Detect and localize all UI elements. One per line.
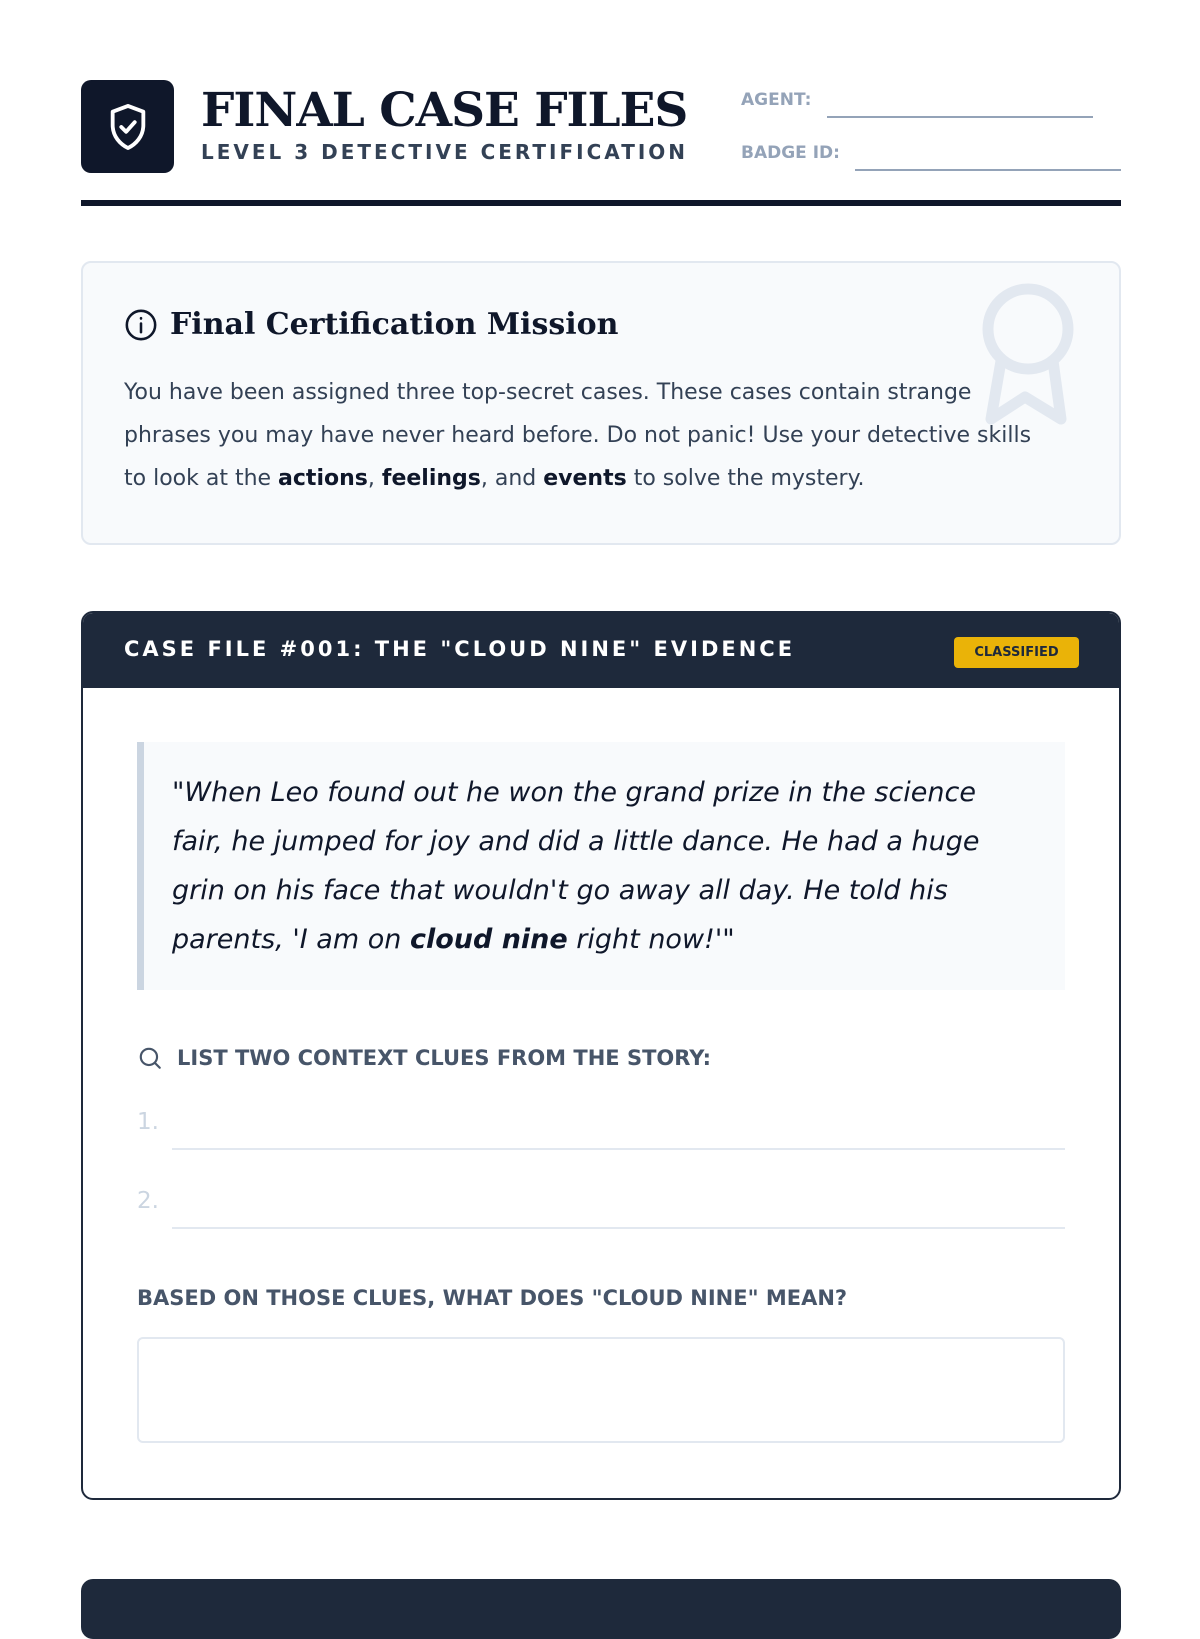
- worksheet-header: [81, 80, 1121, 206]
- clue-answer-line-2[interactable]: [172, 1227, 1065, 1229]
- case-quote: "When Leo found out he won the grand prize in the science fair, he jumped for joy and did a little dance. He had a huge grin on his face that wouldn't go away all day. He told his parents, 'I am on cloud nine right now!'": [137, 742, 1065, 990]
- mission-title: Final Certification Mission: [170, 307, 619, 342]
- page-subtitle: LEVEL 3 DETECTIVE CERTIFICATION: [201, 140, 689, 164]
- next-case-file-header: [81, 1579, 1121, 1639]
- search-icon: [137, 1045, 163, 1071]
- case-file-header: [83, 613, 1119, 688]
- info-icon: [124, 308, 158, 342]
- meaning-answer-box[interactable]: [137, 1337, 1065, 1443]
- classified-badge: CLASSIFIED: [954, 637, 1079, 668]
- meaning-prompt: BASED ON THOSE CLUES, WHAT DOES "CLOUD NINE" MEAN?: [137, 1286, 848, 1310]
- mission-text: You have been assigned three top-secret cases. These cases contain strange phrases you may have never heard before. Do not panic! Use your detective skills to look at the actions, feelings, and events to solve the mystery.: [124, 380, 1032, 491]
- case-file-title: CASE FILE #001: THE "CLOUD NINE" EVIDENCE: [124, 637, 796, 661]
- agent-label: AGENT:: [741, 90, 812, 110]
- badge-id-field[interactable]: [855, 169, 1121, 171]
- clues-prompt: LIST TWO CONTEXT CLUES FROM THE STORY:: [137, 1045, 711, 1071]
- agent-field[interactable]: [827, 116, 1093, 118]
- clue-answer-line-1[interactable]: [172, 1148, 1065, 1150]
- case-file-card: [81, 611, 1121, 1500]
- badge-id-label: BADGE ID:: [741, 143, 840, 163]
- clue-number-2: 2.: [137, 1188, 159, 1214]
- header-divider: [81, 200, 1121, 206]
- mission-heading: [124, 307, 618, 342]
- logo: [81, 80, 174, 173]
- mission-box: [81, 261, 1121, 545]
- page-title: FINAL CASE FILES: [201, 83, 688, 138]
- shield-check-icon: [105, 102, 151, 152]
- clue-number-1: 1.: [137, 1109, 159, 1135]
